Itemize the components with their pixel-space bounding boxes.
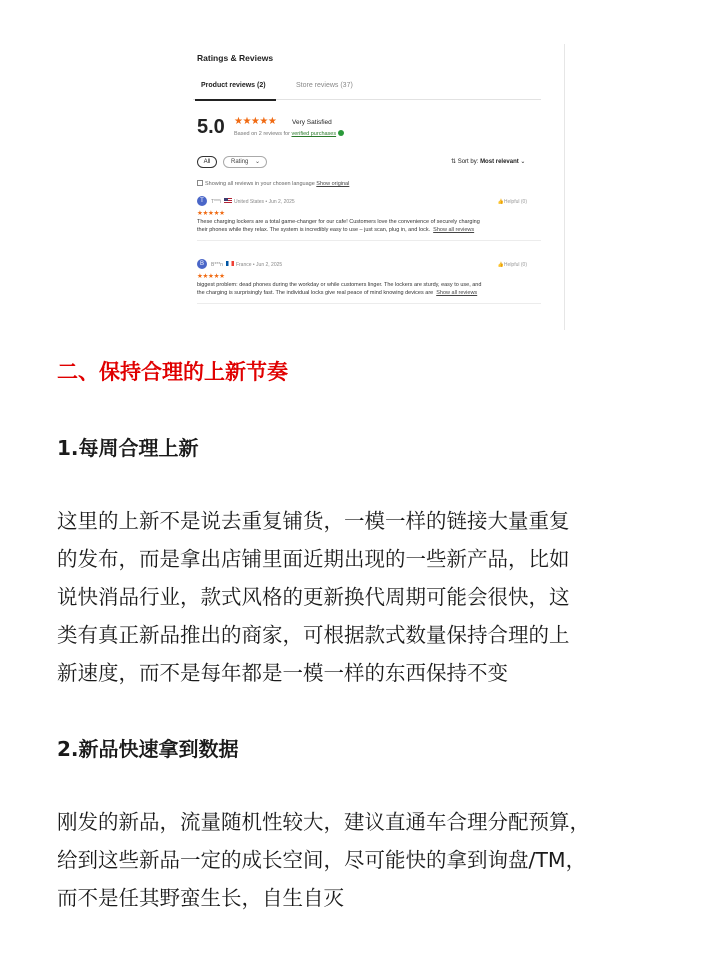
filter-all-button[interactable]: All [197, 156, 217, 168]
subheading-quick-data: 2.新品快速拿到数据 [57, 737, 239, 761]
paragraph-line: 刚发的新品，流量随机性较大，建议直通车合理分配预算， [57, 810, 590, 834]
paragraph-weekly-new [57, 502, 570, 692]
divider [197, 303, 541, 304]
avatar: B [197, 259, 207, 269]
helpful-label: Helpful (0) [503, 199, 527, 205]
review-meta: T***i United States • Jun 2, 2025 [211, 199, 295, 205]
paragraph-line: 给到这些新品一定的成长空间，尽可能快的拿到询盘/TM， [57, 848, 587, 872]
translate-icon [197, 180, 203, 186]
paragraph-quick-data [57, 803, 590, 917]
verified-purchases-link[interactable]: verified purchases [291, 131, 337, 137]
paragraph-line: 新速度，而不是每年都是一模一样的东西保持不变 [57, 661, 508, 685]
helpful-button[interactable] [498, 262, 527, 268]
us-flag-icon [224, 198, 232, 203]
reviewer-name: T***i [211, 199, 222, 205]
based-on-note [234, 130, 344, 137]
helpful-button[interactable] [498, 199, 527, 205]
review-date: Jun 2, 2025 [256, 262, 283, 268]
review-stars: ★★★★★ [197, 210, 225, 217]
thumbs-up-icon: 👍 [497, 199, 504, 205]
tab-product-reviews[interactable]: Product reviews (2) [201, 82, 266, 89]
show-all-reviews-link[interactable]: Show all reviews [436, 290, 478, 296]
ratings-reviews-screenshot [193, 44, 565, 330]
ratings-title: Ratings & Reviews [197, 53, 274, 63]
review-text [197, 218, 537, 234]
paragraph-line: 的发布，而是拿出店铺里面近期出现的一些新产品，比如 [57, 547, 570, 571]
review-text-line: the charging is surprisingly fast. The individual locks give real peace of mind knowing devices are [197, 290, 434, 296]
chevron-down-icon: ⌄ [254, 159, 260, 165]
verified-check-icon [338, 130, 344, 136]
review-text-line: biggest problem: dead phones during the workday or while customers linger. The lockers are sturdy, easy to use, and [197, 282, 482, 288]
france-flag-icon [226, 261, 234, 266]
avatar: T [197, 196, 207, 206]
rating-verdict: Very Satisfied [292, 119, 332, 126]
paragraph-line: 类有真正新品推出的商家，可根据款式数量保持合理的上 [57, 623, 570, 647]
review-meta: B***n France • Jun 2, 2025 [211, 262, 283, 268]
reviewer-country: France [235, 262, 252, 268]
sort-value: Most relevant [480, 159, 519, 165]
paragraph-line: 这里的上新不是说去重复铺货，一模一样的链接大量重复 [57, 509, 570, 533]
language-note [197, 180, 349, 187]
review-text-line: These charging lockers are a total game-changer for our cafe! Customers love the convenience of securely charging [197, 219, 480, 225]
filter-rating-dropdown[interactable] [223, 156, 267, 168]
review-text [197, 281, 537, 297]
sort-dropdown[interactable] [451, 158, 525, 165]
sort-icon: ⇅ [451, 159, 457, 165]
show-original-link[interactable]: Show original [316, 181, 350, 187]
section-title: 二、保持合理的上新节奏 [57, 360, 288, 384]
average-stars: ★★★★★ [234, 116, 277, 127]
tab-store-reviews[interactable]: Store reviews (37) [296, 82, 353, 89]
filter-rating-label: Rating [231, 159, 249, 165]
sort-prefix: Sort by: [457, 159, 479, 165]
reviewer-country: United States [234, 199, 265, 205]
review-stars: ★★★★★ [197, 273, 225, 280]
paragraph-line: 而不是任其野蛮生长，自生自灭 [57, 886, 344, 910]
helpful-label: Helpful (0) [503, 262, 527, 268]
thumbs-up-icon: 👍 [497, 262, 504, 268]
subheading-weekly-new: 1.每周合理上新 [57, 436, 199, 460]
average-score: 5.0 [197, 116, 225, 138]
review-date: Jun 2, 2025 [268, 199, 295, 205]
review-tabs [193, 74, 541, 100]
review-text-line: their phones while they relax. The system is incredibly easy to use – just scan, plug in, and lock. [197, 227, 431, 233]
based-on-text: Based on 2 reviews for [234, 131, 290, 137]
language-note-text: Showing all reviews in your chosen language [205, 181, 315, 187]
chevron-down-icon: ⌄ [520, 159, 526, 165]
show-all-reviews-link[interactable]: Show all reviews [433, 227, 475, 233]
divider [197, 240, 541, 241]
reviewer-name: B***n [211, 262, 223, 268]
paragraph-line: 说快消品行业，款式风格的更新换代周期可能会很快，这 [57, 585, 570, 609]
